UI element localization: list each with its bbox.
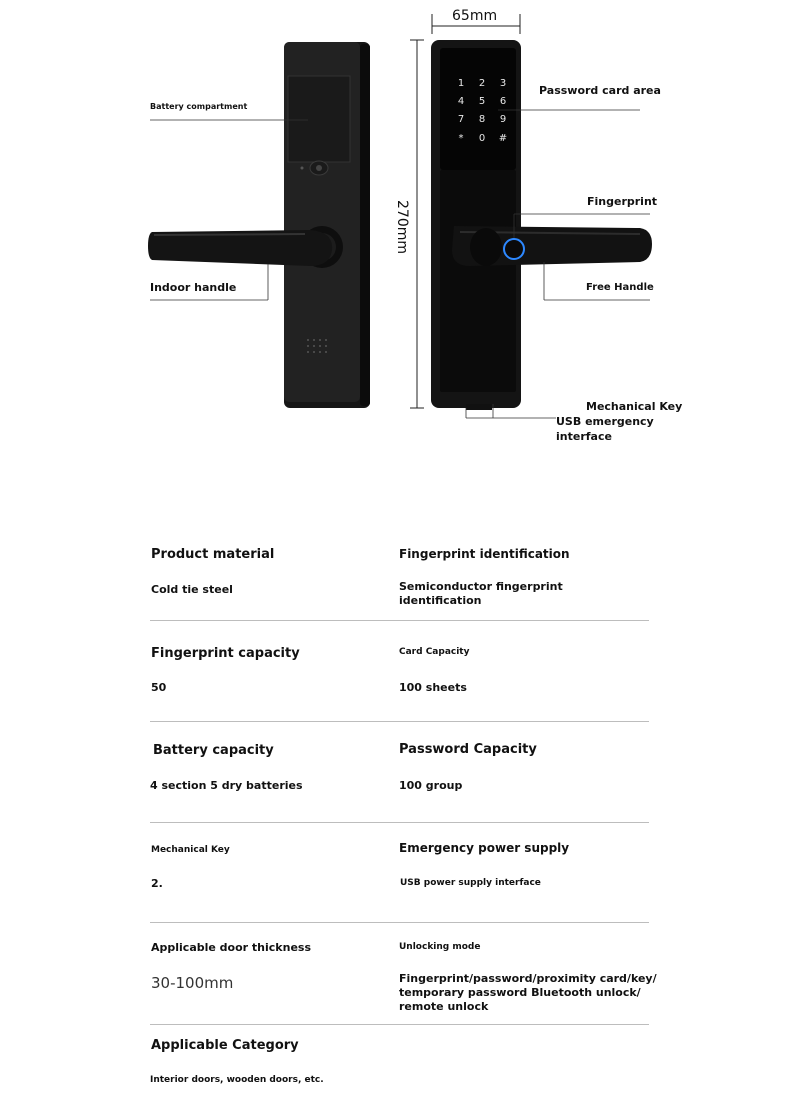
free-handle-label: Free Handle: [586, 282, 654, 293]
key-7: 7: [457, 114, 465, 125]
product-material-value: Cold tie steel: [151, 583, 233, 596]
row-divider: [150, 721, 649, 722]
width-dimension-label: 65mm: [452, 8, 498, 24]
key-8: 8: [478, 114, 486, 125]
key-0: 0: [478, 133, 486, 144]
emergency-power-value: USB power supply interface: [400, 878, 541, 888]
password-capacity-value: 100 group: [399, 779, 463, 792]
indoor-handle-label: Indoor handle: [150, 281, 237, 294]
applicable-category-value: Interior doors, wooden doors, etc.: [150, 1075, 324, 1085]
row-divider: [150, 1024, 649, 1025]
fingerprint-sensor-ring-icon: [504, 239, 524, 259]
unlocking-mode-label: Unlocking mode: [399, 942, 481, 952]
usb-emergency-label-line1: USB emergency: [556, 415, 654, 428]
password-capacity-label: Password Capacity: [399, 742, 537, 757]
fingerprint-label: Fingerprint: [587, 195, 658, 208]
unlocking-mode-value-line3: remote unlock: [399, 1000, 489, 1013]
battery-capacity-value: 4 section 5 dry batteries: [150, 779, 303, 792]
product-material-label: Product material: [151, 547, 275, 562]
mechanical-key-spec-value: 2.: [151, 877, 163, 890]
applicable-category-label: Applicable Category: [151, 1038, 299, 1053]
battery-compartment-label: Battery compartment: [150, 102, 248, 111]
fingerprint-identification-label: Fingerprint identification: [399, 547, 570, 561]
key-5: 5: [478, 96, 486, 107]
fingerprint-capacity-label: Fingerprint capacity: [151, 646, 300, 661]
key-6: 6: [499, 96, 507, 107]
key-3: 3: [499, 78, 507, 89]
usb-emergency-label-line2: interface: [556, 430, 612, 443]
unlocking-mode-value-line1: Fingerprint/password/proximity card/key/: [399, 972, 657, 985]
key-2: 2: [478, 78, 486, 89]
row-divider: [150, 922, 649, 923]
row-divider: [150, 620, 649, 621]
key-9: 9: [499, 114, 507, 125]
row-divider: [150, 822, 649, 823]
indoor-lock-panel: [148, 42, 370, 408]
fingerprint-identification-value-line1: Semiconductor fingerprint: [399, 580, 563, 593]
key-star: *: [458, 133, 464, 144]
product-diagram: [0, 0, 800, 460]
card-capacity-value: 100 sheets: [399, 681, 467, 694]
mechanical-key-label: Mechanical Key: [586, 400, 683, 413]
height-dimension-label: 270mm: [394, 200, 410, 254]
fingerprint-identification-value-line2: identification: [399, 594, 482, 607]
emergency-power-label: Emergency power supply: [399, 841, 570, 855]
key-1: 1: [457, 78, 465, 89]
key-hash: #: [498, 133, 508, 144]
unlocking-mode-value-line2: temporary password Bluetooth unlock/: [399, 986, 641, 999]
card-capacity-label: Card Capacity: [399, 647, 470, 657]
mechanical-key-spec-label: Mechanical Key: [151, 845, 230, 855]
door-thickness-label: Applicable door thickness: [151, 941, 312, 954]
fingerprint-capacity-value: 50: [151, 681, 167, 694]
battery-capacity-label: Battery capacity: [153, 743, 274, 758]
key-4: 4: [457, 96, 465, 107]
leader-lines: [150, 110, 650, 418]
password-card-area-label: Password card area: [539, 84, 661, 97]
door-thickness-value: 30-100mm: [151, 974, 234, 992]
